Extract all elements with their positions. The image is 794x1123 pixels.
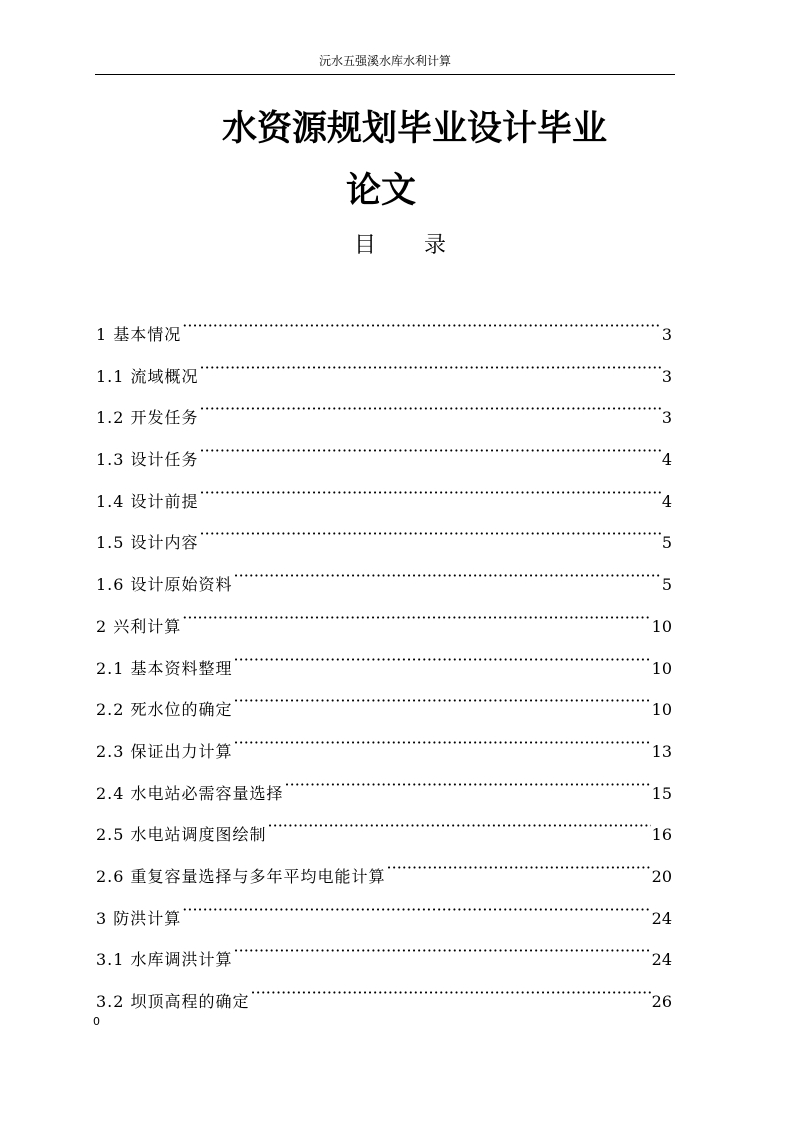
toc-entry-page: 10 — [651, 658, 672, 678]
toc-entry[interactable] — [96, 354, 672, 396]
toc-entry[interactable] — [96, 479, 672, 521]
toc-entry-page: 26 — [651, 992, 672, 1011]
toc-entry-label: 2.4 水电站必需容量选择 — [96, 783, 284, 803]
toc-entry[interactable] — [96, 812, 672, 854]
toc-entry-page: 13 — [651, 741, 672, 761]
toc-entry[interactable] — [96, 437, 672, 479]
toc-entry-page: 15 — [651, 783, 672, 803]
toc-leader-dots — [200, 437, 661, 465]
toc-entry-page: 5 — [661, 575, 672, 595]
toc-entry-label: 2.5 水电站调度图绘制 — [96, 825, 267, 845]
toc-entry-label: 1.1 流域概况 — [96, 366, 199, 386]
toc-entry-page: 24 — [651, 908, 672, 928]
page-header: 沅水五强溪水库水利计算 — [95, 52, 675, 75]
toc-leader-dots — [234, 646, 651, 674]
toc-leader-dots — [268, 812, 651, 840]
toc-entry-label: 1 基本情况 — [96, 325, 182, 344]
toc-entry-page: 10 — [651, 700, 672, 720]
toc-entry-label: 3.1 水库调洪计算 — [96, 950, 233, 970]
toc-leader-dots — [182, 604, 650, 632]
toc-entry-page: 24 — [651, 950, 672, 970]
toc-leader-dots — [234, 937, 651, 965]
toc-entry[interactable] — [96, 896, 672, 938]
toc-entry-label: 1.2 开发任务 — [96, 408, 199, 428]
toc-leader-dots — [200, 479, 661, 507]
toc-entry[interactable] — [96, 687, 672, 729]
toc-entry[interactable] — [96, 979, 672, 1021]
toc-entry-label: 2.6 重复容量选择与多年平均电能计算 — [96, 866, 386, 886]
toc-entry-page: 4 — [661, 450, 672, 470]
toc-leader-dots — [234, 729, 651, 757]
toc-entry[interactable] — [96, 646, 672, 688]
toc-leader-dots — [200, 354, 661, 382]
toc-leader-dots — [200, 395, 661, 423]
toc-entry-page: 3 — [661, 325, 672, 344]
toc-entry[interactable] — [96, 937, 672, 979]
toc-entry-label: 3 防洪计算 — [96, 908, 182, 928]
toc-entry-page: 4 — [661, 491, 672, 511]
toc-entry-label: 1.3 设计任务 — [96, 450, 199, 470]
toc-entry-label: 2.2 死水位的确定 — [96, 700, 233, 720]
toc-entry-label: 3.2 坝顶高程的确定 — [96, 992, 250, 1011]
toc-leader-dots — [234, 562, 661, 590]
toc-entry-page: 3 — [661, 366, 672, 386]
toc-leader-dots — [234, 687, 651, 715]
toc-leader-dots — [182, 312, 661, 340]
toc-entry[interactable] — [96, 729, 672, 771]
toc-entry-label: 1.4 设计前提 — [96, 491, 199, 511]
toc-leader-dots — [251, 979, 651, 1007]
toc-entry[interactable] — [96, 312, 672, 354]
toc-entry[interactable] — [96, 604, 672, 646]
toc-entry-page: 5 — [661, 533, 672, 553]
toc-entry[interactable] — [96, 562, 672, 604]
toc-entry-label: 2 兴利计算 — [96, 616, 182, 636]
document-title-line-2: 论文 — [346, 171, 417, 211]
toc-entry-page: 10 — [651, 616, 672, 636]
toc-heading: 目录 — [354, 233, 495, 258]
toc-entry[interactable] — [96, 854, 672, 896]
toc-entry[interactable] — [96, 520, 672, 562]
toc-entry[interactable] — [96, 771, 672, 813]
toc-leader-dots — [387, 854, 651, 882]
toc-entry-page: 3 — [661, 408, 672, 428]
toc-leader-dots — [200, 520, 661, 548]
table-of-contents — [96, 312, 672, 1021]
toc-entry-page: 16 — [651, 825, 672, 845]
document-title-line-1: 水资源规划毕业设计毕业 — [222, 109, 608, 149]
toc-leader-dots — [285, 771, 651, 799]
toc-entry-page: 20 — [651, 866, 672, 886]
toc-leader-dots — [182, 896, 650, 924]
footer-page-number: 0 — [93, 1015, 100, 1028]
toc-entry-label: 2.3 保证出力计算 — [96, 741, 233, 761]
toc-entry[interactable] — [96, 395, 672, 437]
toc-entry-label: 1.6 设计原始资料 — [96, 575, 233, 595]
toc-entry-label: 2.1 基本资料整理 — [96, 658, 233, 678]
toc-entry-label: 1.5 设计内容 — [96, 533, 199, 553]
